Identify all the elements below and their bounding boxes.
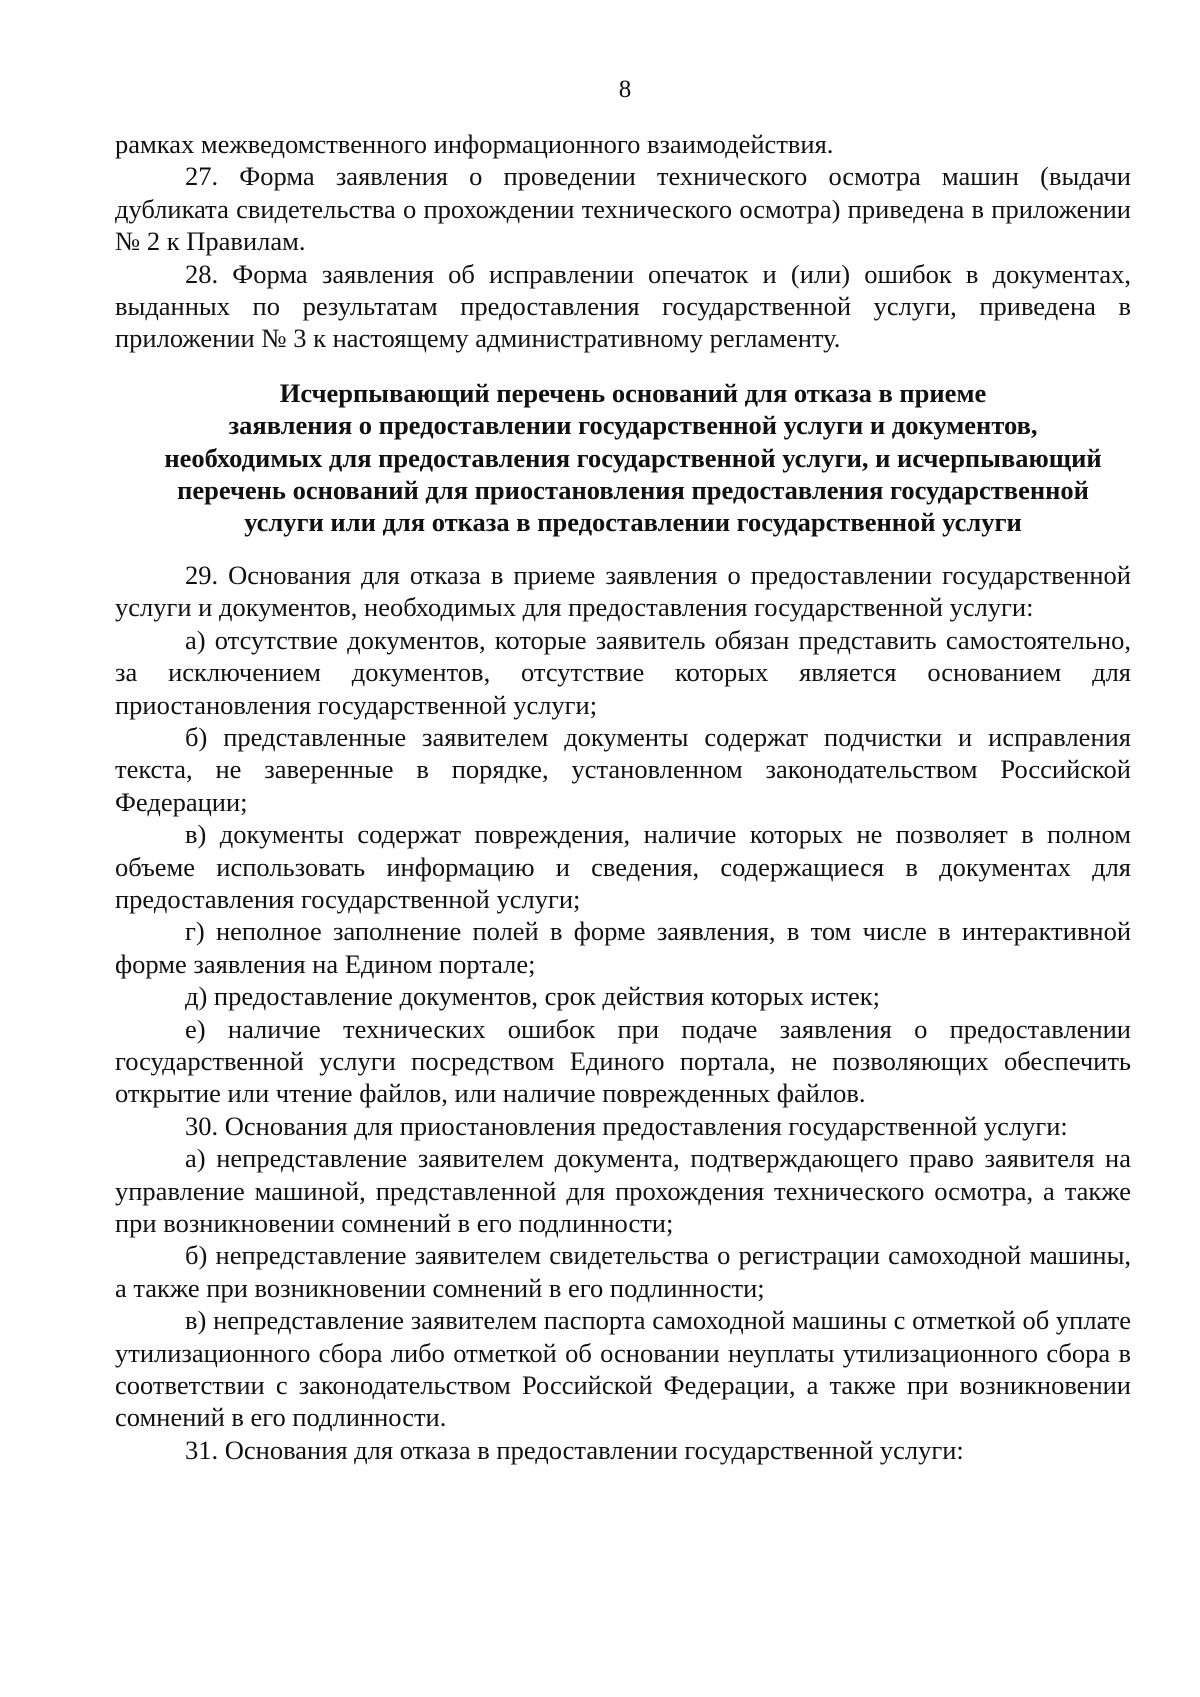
paragraph-30: 30. Основания для приостановления предоставления государственной услуги: [185,1110,1068,1141]
paragraph-28: 28. Форма заявления об исправлении опечаток и (или) ошибок в документах, выданных по результатам предоставления государственной услуги, приведена в приложении № 3 к настоящему административному регламенту. [115,258,1131,354]
paragraph-27: 27. Форма заявления о проведении технического осмотра машин (выдачи дубликата свидетельства о прохождении технического осмотра) приведена в приложении № 2 к Правилам. [115,161,1131,257]
list-item-29g: г) неполное заполнение полей в форме заявления, в том числе в интерактивной форме заявления на Едином портале; [115,916,1131,979]
page-number: 8 [618,76,632,103]
heading-line: услуги или для отказа в предоставлении государственной услуги [244,507,1022,538]
section-heading [115,377,1131,539]
paragraph-31: 31. Основания для отказа в предоставлении государственной услуги: [185,1434,964,1465]
list-item-29b: б) представленные заявителем документы содержат подчистки и исправления текста, не заверенные в порядке, установленном законодательством Российской Федерации; [115,721,1131,817]
list-item-30v: в) непредставление заявителем паспорта самоходной машины с отметкой об уплате утилизационного сбора либо отметкой об основании неуплаты утилизационного сбора в соответствии с законодательством Российской Федерации, а также при возникновении сомнений в его подлинности. [115,1305,1131,1433]
list-item-29d: д) предоставление документов, срок действия которых истек; [185,981,880,1012]
heading-line: необходимых для предоставления государственной услуги, и исчерпывающий [164,442,1102,473]
document-body [115,128,1131,1466]
heading-line: перечень оснований для приостановления предоставления государственной [177,475,1089,506]
list-item-30b: б) непредставление заявителем свидетельства о регистрации самоходной машины, а также при возникновении сомнений в его подлинности; [115,1240,1131,1303]
list-item-29v: в) документы содержат повреждения, наличие которых не позволяет в полном объеме использовать информацию и сведения, содержащиеся в документах для предоставления государственной услуги; [115,819,1131,914]
heading-line: заявления о предоставлении государственной услуги и документов, [228,410,1038,441]
paragraph-29: 29. Основания для отказа в приеме заявления о предоставлении государственной услуги и документов, необходимых для предоставления государственной услуги: [115,559,1131,623]
list-item-30a: а) непредставление заявителем документа, подтверждающего право заявителя на управление машиной, представленной для прохождения технического осмотра, а также при возникновении сомнений в его подлинности; [115,1143,1131,1238]
list-item-29a: а) отсутствие документов, которые заявитель обязан представить самостоятельно, за исключением документов, отсутствие которых является основанием для приостановления государственной услуги; [115,624,1131,720]
paragraph-continuation: рамках межведомственного информационного взаимодействия. [115,129,834,159]
heading-line: Исчерпывающий перечень оснований для отказа в приеме [279,377,987,408]
list-item-29e: е) наличие технических ошибок при подаче заявления о предоставлении государственной услуги посредством Единого портала, не позволяющих обеспечить открытие или чтение файлов, или наличие поврежденных файлов. [115,1013,1131,1109]
